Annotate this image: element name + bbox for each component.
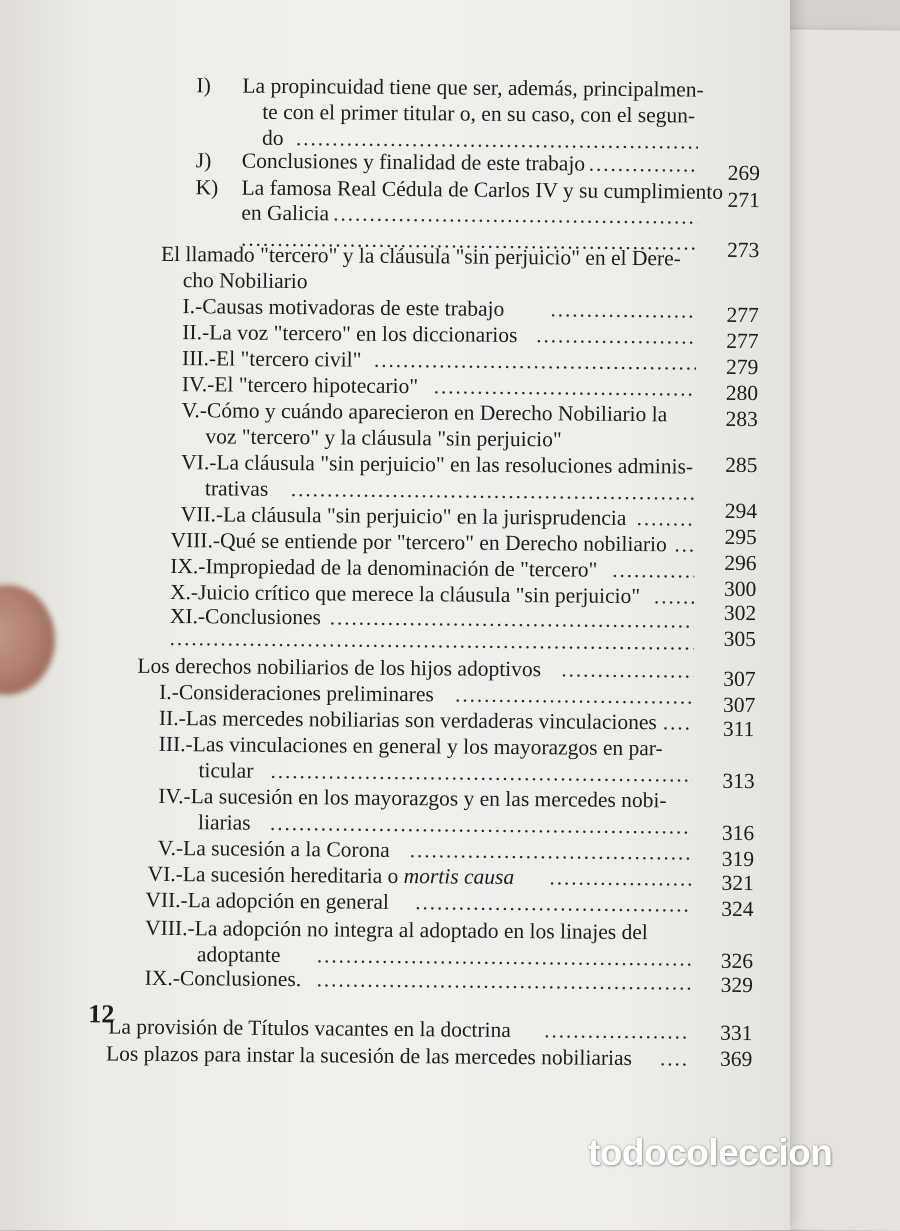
section-title-tercero-line1: El llamado "tercero" y la cláusula "sin perjuicio" en el Dere- [160, 241, 681, 271]
toc-entry-k-line1: La famosa Real Cédula de Carlos IV y su cumplimiento [241, 175, 724, 204]
toc-entry: XI.-Conclusiones [169, 603, 322, 630]
leader-dots [660, 1046, 690, 1070]
toc-entry-i-line3: do [261, 125, 284, 150]
page-ref: 307 [723, 666, 756, 692]
leader-dots [270, 759, 692, 787]
leader-dots [674, 532, 694, 556]
leader-dots [410, 838, 692, 864]
page-ref: 273 [726, 237, 760, 263]
toc-entry: II.-Las mercedes nobiliarias son verdaderas vinculaciones [158, 705, 657, 735]
page-ref: 321 [721, 870, 754, 896]
toc-entry: IV.-La sucesión en los mayorazgos y en las mercedes nobi- [158, 783, 667, 813]
toc-entry: liarias [197, 810, 251, 835]
page-ref: 305 [723, 626, 757, 652]
page-ref: 311 [722, 716, 755, 742]
leader-dots [455, 682, 693, 708]
toc-entry: X.-Juicio crítico que merece la cláusula "sin perjuicio" [169, 579, 641, 609]
page-ref: 279 [725, 354, 759, 380]
toc-entry: trativas [204, 476, 269, 501]
toc-entry: I.-Consideraciones preliminares [159, 679, 434, 707]
page-ref: 296 [724, 550, 757, 576]
page-ref: 369 [719, 1046, 753, 1072]
page-ref: 300 [724, 576, 757, 602]
page-ref: 326 [720, 948, 754, 974]
toc-entry: VII.-La adopción en general [145, 887, 390, 914]
toc-entry-i-line2: te con el primer titular o, en su caso, con el segun- [262, 99, 696, 128]
page-ref: 294 [724, 498, 758, 524]
page-ref: 313 [722, 768, 755, 794]
toc-entry: IX.-Impropiedad de la denominación de "tercero" [170, 553, 598, 582]
page-ref: 285 [725, 452, 758, 478]
watermark-logo: todocoleccion [588, 1132, 833, 1173]
leader-dots [663, 710, 693, 734]
leader-dots [333, 201, 697, 228]
leader-dots [612, 558, 694, 583]
leader-dots [291, 477, 695, 505]
leader-dots [654, 584, 694, 608]
leader-dots [536, 323, 696, 348]
leader-dots [317, 967, 691, 994]
leader-dots [170, 626, 694, 655]
leader-dots [544, 1018, 690, 1043]
toc-entry-k-line2: en Galicia [241, 200, 330, 226]
page-ref: 271 [727, 187, 760, 213]
toc-entry: II.-La voz "tercero" en los diccionarios [182, 320, 518, 348]
toc-entry: I.-Causas motivadoras de este trabajo [182, 294, 505, 321]
toc-letter-k: K) [195, 175, 219, 200]
leader-dots [270, 811, 692, 839]
page-ref: 319 [721, 846, 755, 872]
toc-entry: VI.-La cláusula "sin perjuicio" en las resoluciones adminis- [181, 450, 694, 479]
toc-entry: V.-La sucesión a la Corona [157, 835, 390, 862]
page-ref: 331 [720, 1020, 753, 1046]
page-number: 12 [88, 999, 115, 1029]
page-ref: 324 [721, 896, 754, 922]
leader-dots [637, 506, 695, 531]
toc-entry: voz "tercero" y la cláusula "sin perjuicio" [205, 424, 562, 452]
leader-dots [589, 152, 698, 177]
leader-dots [561, 657, 693, 682]
toc-entry-provision: La provisión de Títulos vacantes en la doctrina [108, 1014, 511, 1042]
toc-entry-i-line1: La propincuidad tiene que ser, además, principalmen- [242, 73, 704, 102]
toc-entry: ticular [198, 758, 254, 783]
page-ref: 280 [725, 380, 759, 406]
leader-dots [415, 890, 691, 916]
toc-entry: adoptante [196, 942, 281, 967]
toc-letter-i: I) [196, 73, 211, 98]
toc-entry: III.-Las vinculaciones en general y los mayorazgos en par- [158, 731, 663, 761]
page-ref: 302 [723, 600, 757, 626]
page-ref: 307 [722, 692, 756, 718]
section-title-adoptivos: Los derechos nobiliarios de los hijos adoptivos [137, 653, 542, 682]
page-ref: 283 [725, 406, 758, 432]
leader-dots [434, 374, 696, 400]
page-ref: 277 [726, 328, 759, 354]
leader-dots [550, 297, 696, 322]
page-ref: 316 [721, 820, 755, 846]
page-ref: 295 [724, 524, 757, 550]
toc-entry-text: VI.-La sucesión hereditaria o [147, 861, 399, 888]
toc-entry [147, 862, 514, 889]
leader-dots [374, 348, 696, 375]
toc-entry-italic: mortis causa [403, 864, 515, 890]
toc-entry: VIII.-Qué se entiende por "tercero" en Derecho nobiliario [170, 527, 667, 557]
toc-entry: III.-El "tercero civil" [181, 346, 362, 372]
toc-entry: IV.-El "tercero hipotecario" [181, 372, 419, 399]
toc-entry-j: Conclusiones y finalidad de este trabajo [241, 148, 586, 176]
leader-dots [549, 865, 691, 890]
toc-letter-j: J) [195, 148, 212, 173]
toc-entry: IX.-Conclusiones. [144, 965, 302, 992]
page-ref: 329 [720, 972, 754, 998]
leader-dots [317, 943, 691, 970]
toc-entry: VIII.-La adopción no integra al adoptado en los linajes del [145, 915, 648, 945]
toc-entry: V.-Cómo y cuándo aparecieron en Derecho Nobiliario la [181, 398, 668, 427]
toc-entry-plazos: Los plazos para instar la sucesión de las mercedes nobiliarias [105, 1041, 633, 1071]
page-ref: 269 [727, 160, 761, 186]
page-ref: 277 [726, 302, 759, 328]
section-title-tercero-line2: cho Nobiliario [182, 268, 308, 294]
toc-entry: VII.-La cláusula "sin perjuicio" en la jurisprudencia [180, 502, 627, 530]
